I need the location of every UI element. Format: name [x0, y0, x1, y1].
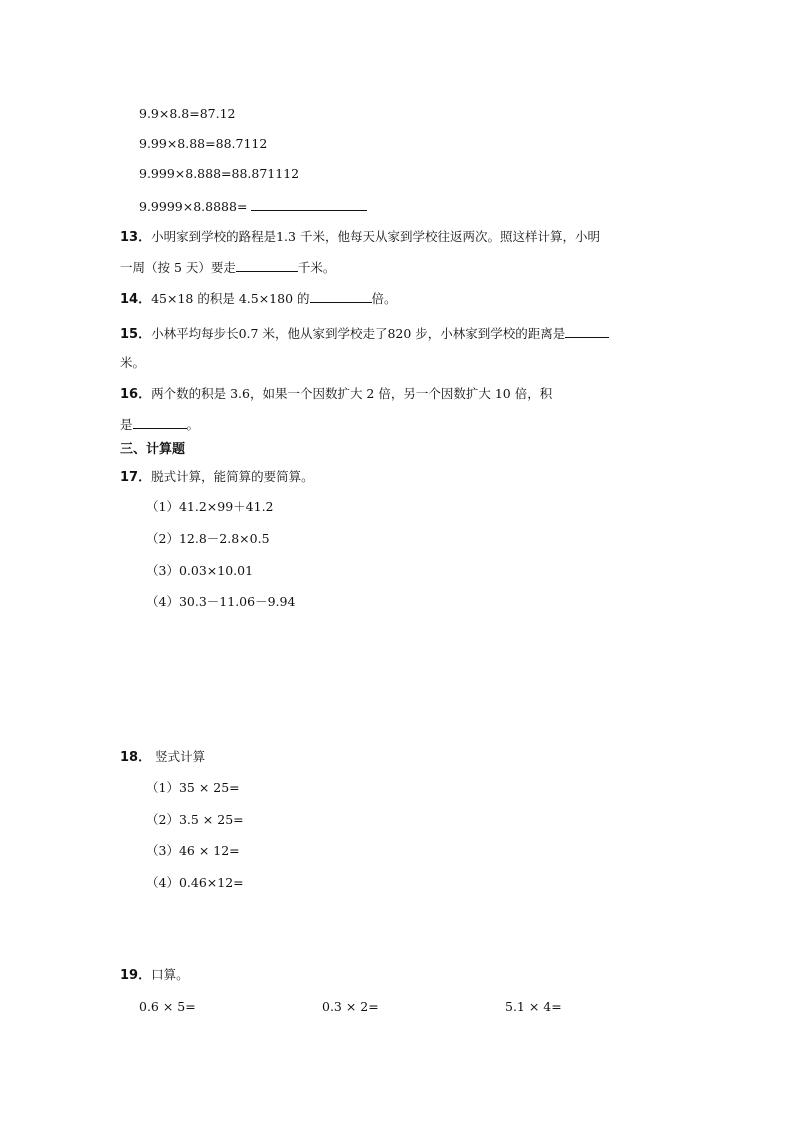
question-text: 一周（按 5 天）要走 [120, 260, 236, 275]
q18-item-2: （2）3.5 × 25= [146, 812, 244, 827]
q18-item-1: （1）35 × 25= [146, 780, 240, 795]
question-13 [120, 229, 600, 246]
question-number: 16． [120, 387, 152, 402]
question-18 [120, 749, 205, 766]
question-text: 脱式计算，能简算的要简算。 [151, 469, 314, 484]
q17-item-1: （1）41.2×99＋41.2 [146, 499, 274, 514]
question-text: 千米。 [297, 260, 336, 275]
q17-item-3: （3）0.03×10.01 [146, 563, 254, 578]
question-15-line-2: 米。 [120, 355, 146, 370]
question-text: 。 [186, 417, 200, 432]
answer-blank[interactable] [310, 290, 372, 303]
question-text: 是 [120, 417, 133, 432]
question-17 [120, 469, 314, 486]
pattern-line-1: 9.9×8.8=87.12 [139, 106, 236, 121]
question-16 [120, 386, 552, 403]
question-text: 口算。 [151, 967, 189, 982]
q17-item-2: （2）12.8－2.8×0.5 [146, 531, 270, 546]
question-text: 小明家到学校的路程是1.3 千米，他每天从家到学校往返两次。照这样计算，小明 [151, 229, 600, 244]
q18-item-3: （3）46 × 12= [146, 843, 240, 858]
question-text: 两个数的积是 3.6，如果一个因数扩大 2 倍，另一个因数扩大 10 倍，积 [151, 386, 553, 401]
answer-blank[interactable] [251, 198, 367, 211]
section-title: 三、计算题 [120, 442, 186, 457]
q19-item-2: 0.3 × 2= [322, 999, 379, 1014]
question-15 [120, 325, 609, 343]
question-number: 19． [120, 968, 152, 983]
question-number: 17． [120, 470, 152, 485]
question-number: 15． [120, 327, 152, 342]
question-number: 18． [120, 750, 152, 765]
answer-blank[interactable] [133, 416, 187, 429]
question-13-line-2 [120, 259, 335, 276]
question-19 [120, 967, 189, 984]
question-number: 14． [120, 292, 152, 307]
question-text: 45×18 的积是 4.5×180 的 [151, 291, 310, 306]
q19-item-3: 5.1 × 4= [505, 999, 562, 1014]
pattern-line-2: 9.99×8.88=88.7112 [139, 136, 268, 151]
pattern-line-4-text: 9.9999×8.8888= [139, 199, 248, 214]
q17-item-4: （4）30.3－11.06－9.94 [146, 594, 296, 609]
answer-blank[interactable] [236, 259, 298, 272]
question-14 [120, 290, 397, 308]
answer-blank[interactable] [565, 325, 609, 338]
question-number: 13． [120, 230, 152, 245]
question-16-line-2 [120, 416, 199, 433]
pattern-line-4 [139, 198, 367, 215]
question-text: 倍。 [371, 291, 397, 306]
question-text: 竖式计算 [155, 749, 206, 764]
q18-item-4: （4）0.46×12= [146, 875, 244, 890]
pattern-line-3: 9.999×8.888=88.871112 [139, 166, 300, 181]
q19-item-1: 0.6 × 5= [139, 999, 196, 1014]
question-text: 小林平均每步长0.7 米，他从家到学校走了820 步，小林家到学校的距离是 [151, 326, 566, 341]
